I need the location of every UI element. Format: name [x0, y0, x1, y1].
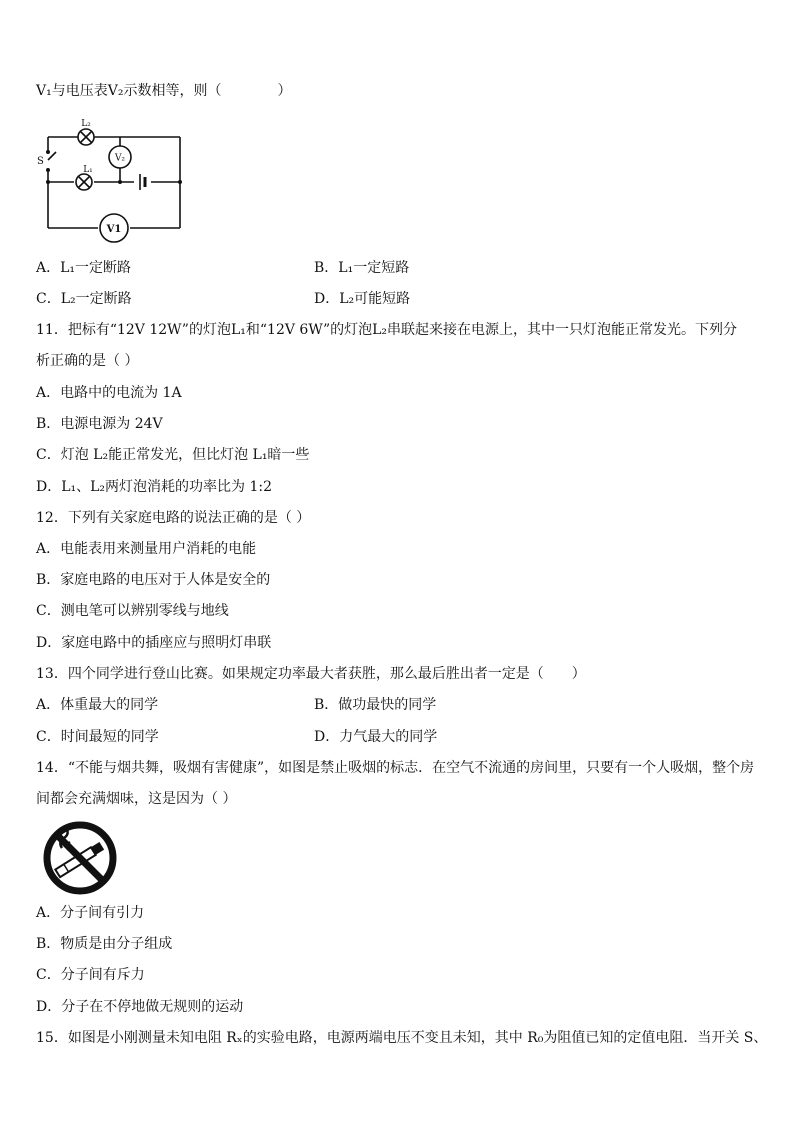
q11-stem-line2: 析正确的是（ ） — [36, 353, 139, 369]
label-v2: V₂ — [114, 153, 126, 164]
q14-option-b: B．物质是由分子组成 — [36, 936, 173, 952]
q12-option-c: C．测电笔可以辨别零线与地线 — [36, 603, 229, 619]
q10-option-a: A．L₁一定断路 — [36, 260, 132, 276]
q13-option-d: D．力气最大的同学 — [314, 729, 438, 745]
no-smoking-sign-icon — [38, 818, 122, 898]
label-v1: V1 — [106, 224, 122, 235]
q13-option-c: C．时间最短的同学 — [36, 729, 159, 745]
q10-option-c: C．L₂一定断路 — [36, 291, 132, 307]
label-l2: L₂ — [81, 119, 91, 129]
q10-stem: V₁与电压表V₂示数相等，则（ ） — [36, 83, 292, 99]
q11-option-d: D．L₁、L₂两灯泡消耗的功率比为 1:2 — [36, 479, 273, 495]
q11-option-a: A．电路中的电流为 1A — [36, 385, 182, 401]
q11-option-b: B．电源电源为 24V — [36, 416, 163, 432]
q14-option-d: D．分子在不停地做无规则的运动 — [36, 999, 244, 1015]
q10-circuit-diagram — [34, 112, 192, 244]
q11-stem-line1: 11．把标有“12V 12W”的灯泡L₁和“12V 6W”的灯泡L₂串联起来接在电源上，其中一只灯泡能正常发光。下列分 — [36, 322, 738, 338]
q10-option-b: B．L₁一定短路 — [314, 260, 410, 276]
q14-option-c: C．分子间有斥力 — [36, 967, 145, 983]
q12-option-a: A．电能表用来测量用户消耗的电能 — [36, 541, 257, 557]
q14-option-a: A．分子间有引力 — [36, 905, 145, 921]
q14-stem-line1: 14．“不能与烟共舞，吸烟有害健康”，如图是禁止吸烟的标志．在空气不流通的房间里，只要有一个人吸烟，整个房 — [36, 760, 755, 776]
q15-stem-line1: 15．如图是小刚测量未知电阻 Rₓ的实验电路，电源两端电压不变且未知，其中 R₀为阻值已知的定值电阻．当开关 S、 — [36, 1030, 768, 1046]
q12-option-b: B．家庭电路的电压对于人体是安全的 — [36, 572, 271, 588]
label-switch: S — [37, 156, 44, 167]
label-l1: L₁ — [83, 165, 93, 175]
q12-stem: 12．下列有关家庭电路的说法正确的是（ ） — [36, 510, 311, 526]
q13-option-b: B．做功最快的同学 — [314, 697, 437, 713]
q14-stem-line2: 间都会充满烟味，这是因为（ ） — [36, 791, 237, 807]
q12-option-d: D．家庭电路中的插座应与照明灯串联 — [36, 635, 272, 651]
q11-option-c: C．灯泡 L₂能正常发光，但比灯泡 L₁暗一些 — [36, 447, 310, 463]
q13-option-a: A．体重最大的同学 — [36, 697, 159, 713]
q10-option-d: D．L₂可能短路 — [314, 291, 411, 307]
q13-stem: 13．四个同学进行登山比赛。如果规定功率最大者获胜，那么最后胜出者一定是（ ） — [36, 666, 586, 682]
